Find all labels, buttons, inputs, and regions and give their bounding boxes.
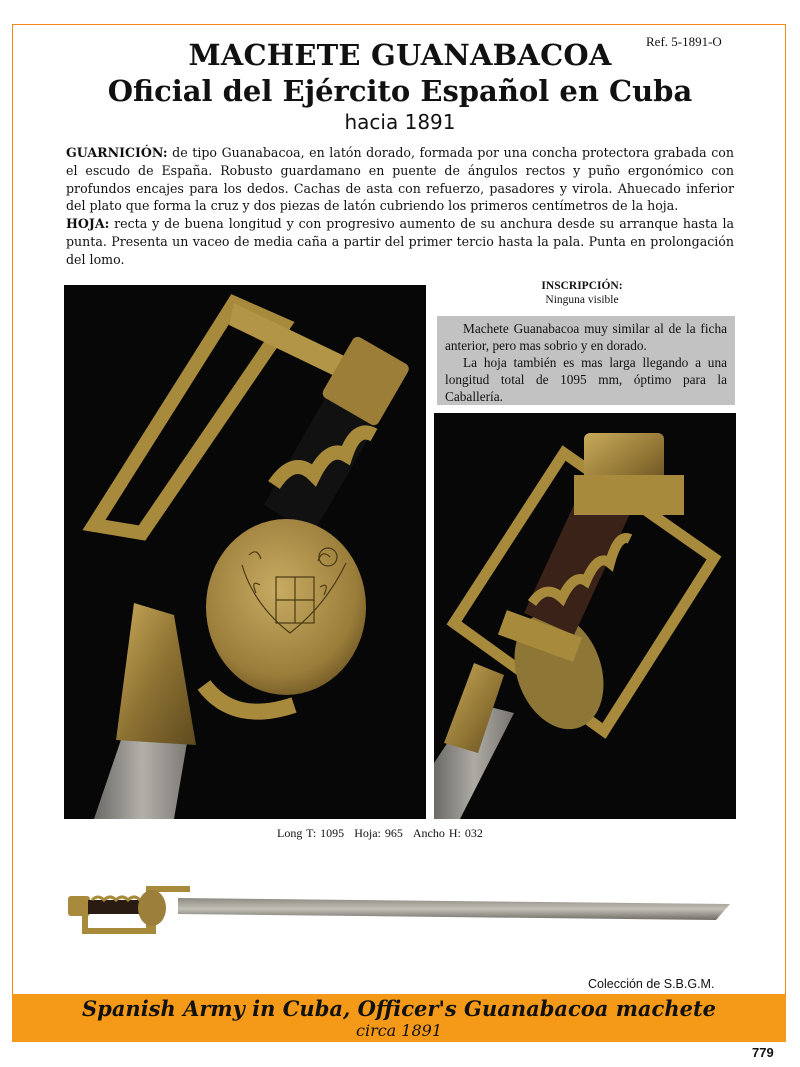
page-title: MACHETE GUANABACOA (188, 38, 612, 72)
date-line: hacia 1891 (344, 110, 456, 134)
description-block (66, 144, 734, 269)
footer-title: Spanish Army in Cuba, Officer's Guanabacoa machete (81, 996, 717, 1021)
hoja-paragraph (66, 215, 734, 268)
total-length: Long T: 1095 (277, 826, 345, 840)
note-paragraph-1: Machete Guanabacoa muy similar al de la ficha anterior, pero mas sobrio y en dorado. (445, 321, 727, 353)
hoja-text: recta y de buena longitud y con progresivo aumento de su anchura desde su arranque hasta la punta. Presenta un vaceo de media caña a partir del primer tercio hasta la pala. Punta en prolongación del lomo. (66, 216, 734, 267)
measurements (277, 826, 493, 841)
guarnicion-label: GUARNICIÓN: (66, 145, 168, 160)
footer-subtitle: circa 1891 (355, 1021, 443, 1040)
guarnicion-paragraph (66, 144, 734, 215)
guard-closeup-photo (64, 285, 426, 819)
hilt-side-photo (434, 413, 736, 819)
page-subtitle: Oficial del Ejército Español en Cuba (107, 74, 693, 108)
page-number: 779 (752, 1045, 774, 1060)
blade-length: Hoja: 965 (354, 826, 403, 840)
blade-width: Ancho H: 032 (412, 826, 483, 840)
reference-code: Ref. 5-1891-O (646, 34, 722, 49)
hoja-label: HOJA: (66, 216, 110, 232)
inscription-label: INSCRIPCIÓN: (541, 280, 623, 292)
guarnicion-text: de tipo Guanabacoa, en latón dorado, formada por una concha protectora grabada con el escudo de España. Robusto guardamano en puente de ángulos rectos y puño ergonómico con profundos encajes para los dedos. Cachas de asta con refuerzo, pasadores y virola. Ahuecado inferior del plato que forma la cruz y dos piezas de latón cubriendo los primeros centímetros de la hoja. (66, 145, 734, 214)
footer-banner (12, 994, 786, 1042)
full-machete-photo (66, 878, 730, 948)
note-box (437, 316, 735, 405)
inscription-value: Ninguna visible (545, 294, 619, 306)
collection-credit: Colección de S.B.G.M. (588, 977, 715, 991)
note-paragraph-2: La hoja también es mas larga llegando a una longitud total de 1095 mm, óptimo para la Caballería. (445, 355, 727, 404)
